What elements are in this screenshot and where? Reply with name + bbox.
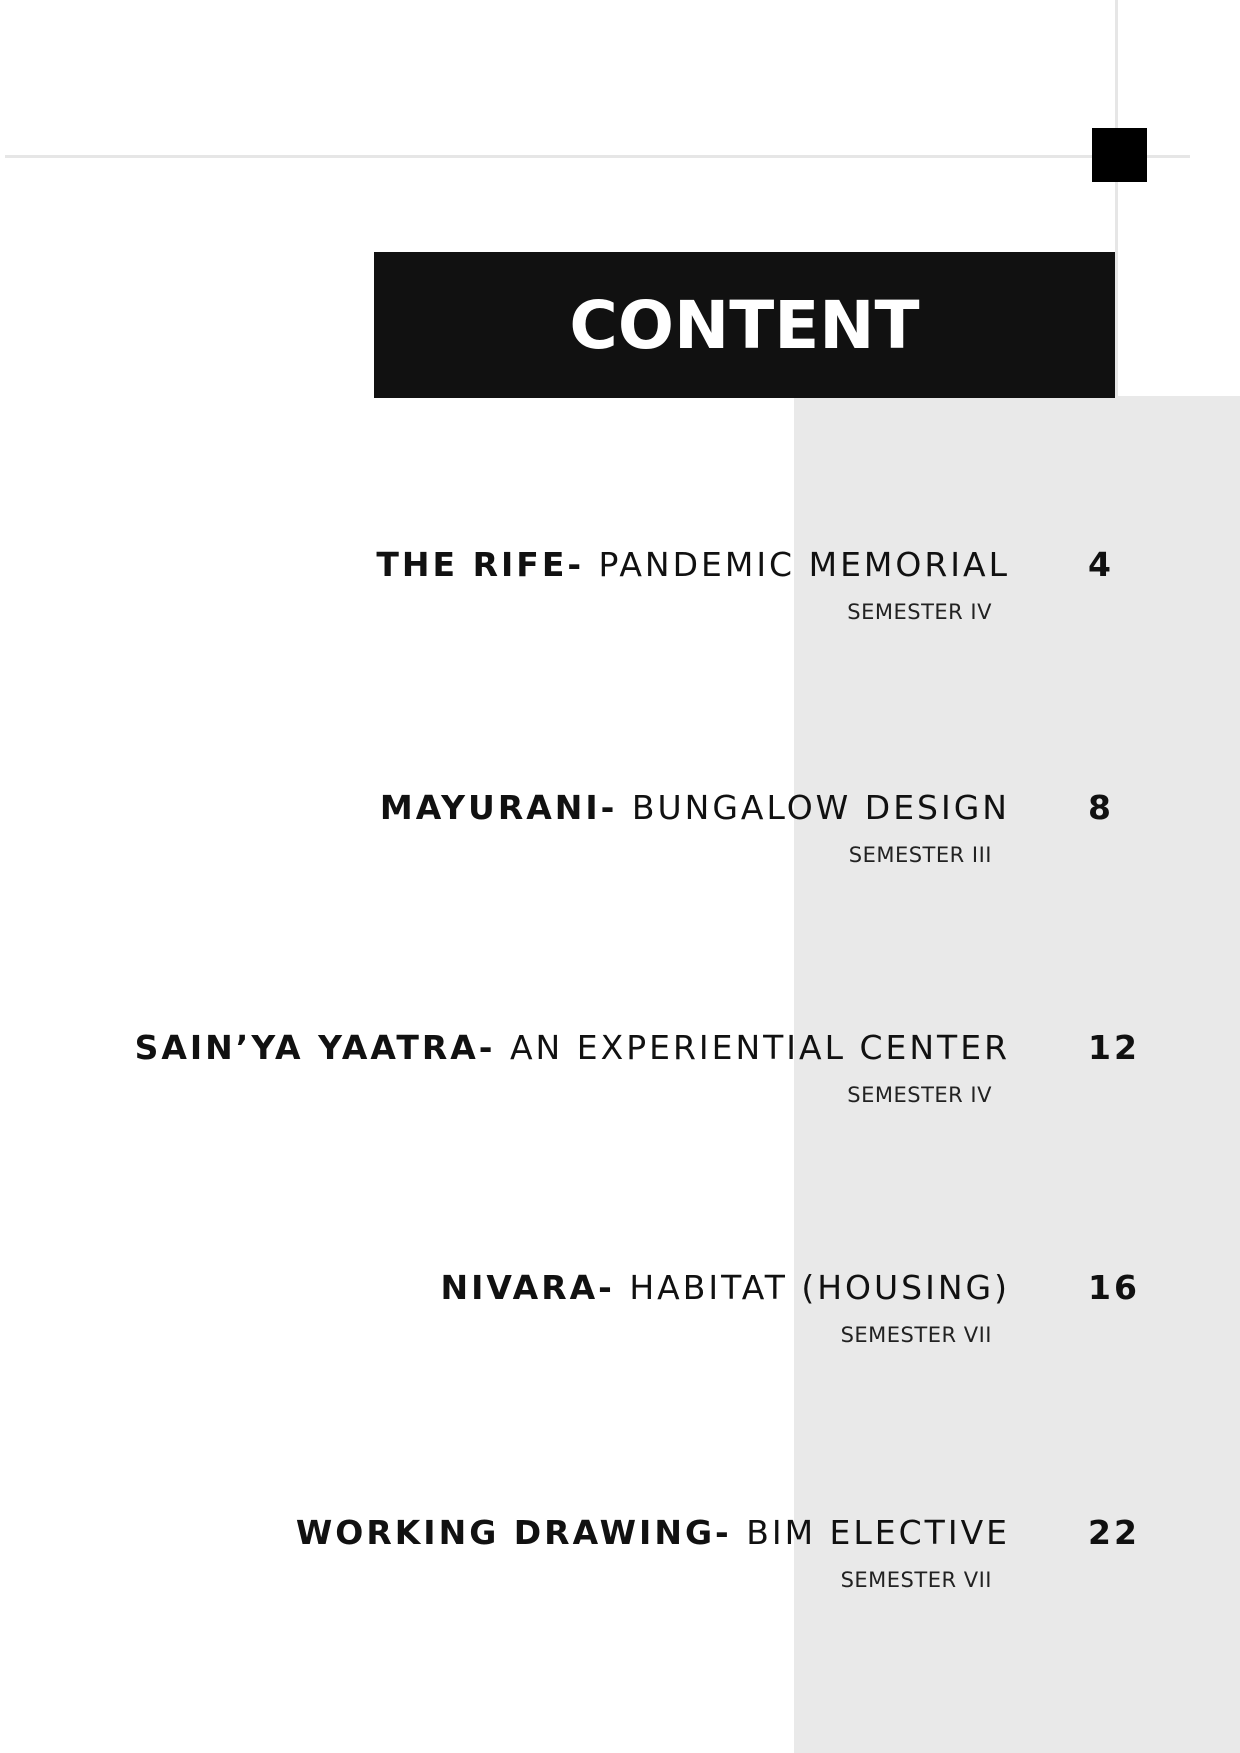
entry-page-number[interactable]: 8 (1088, 788, 1114, 827)
entry-semester: SEMESTER IV (847, 1083, 992, 1107)
entry-title-light: HABITAT (HOUSING) (629, 1268, 1010, 1307)
vertical-rule (1115, 0, 1118, 396)
entry-title[interactable] (135, 1028, 1010, 1068)
entry-title-bold: SAIN’YA YAATRA- (134, 1028, 510, 1067)
entry-title-light: PANDEMIC MEMORIAL (598, 545, 1010, 584)
entry-title[interactable] (296, 1513, 1010, 1553)
entry-semester: SEMESTER VII (840, 1568, 992, 1592)
entry-page-number[interactable]: 12 (1088, 1028, 1140, 1067)
entry-semester: SEMESTER III (848, 843, 992, 867)
entry-title-bold: MAYURANI- (379, 788, 632, 827)
page-title: CONTENT (569, 286, 920, 364)
entry-title-bold: THE RIFE- (376, 545, 599, 584)
entry-title-bold: WORKING DRAWING- (295, 1513, 747, 1552)
entry-title-light: BUNGALOW DESIGN (631, 788, 1010, 827)
entry-semester: SEMESTER VII (840, 1323, 992, 1347)
title-banner (374, 252, 1115, 398)
entry-title[interactable] (376, 545, 1010, 585)
horizontal-rule (5, 155, 1190, 158)
entry-title-bold: NIVARA- (440, 1268, 630, 1307)
entry-page-number[interactable]: 16 (1088, 1268, 1140, 1307)
entry-title[interactable] (440, 1268, 1010, 1308)
entry-title[interactable] (380, 788, 1010, 828)
entry-page-number[interactable]: 4 (1088, 545, 1114, 584)
black-square-marker (1092, 128, 1147, 182)
entry-title-light: AN EXPERIENTIAL CENTER (509, 1028, 1010, 1067)
entry-title-light: BIM ELECTIVE (746, 1513, 1010, 1552)
entry-page-number[interactable]: 22 (1088, 1513, 1140, 1552)
entry-semester: SEMESTER IV (847, 600, 992, 624)
